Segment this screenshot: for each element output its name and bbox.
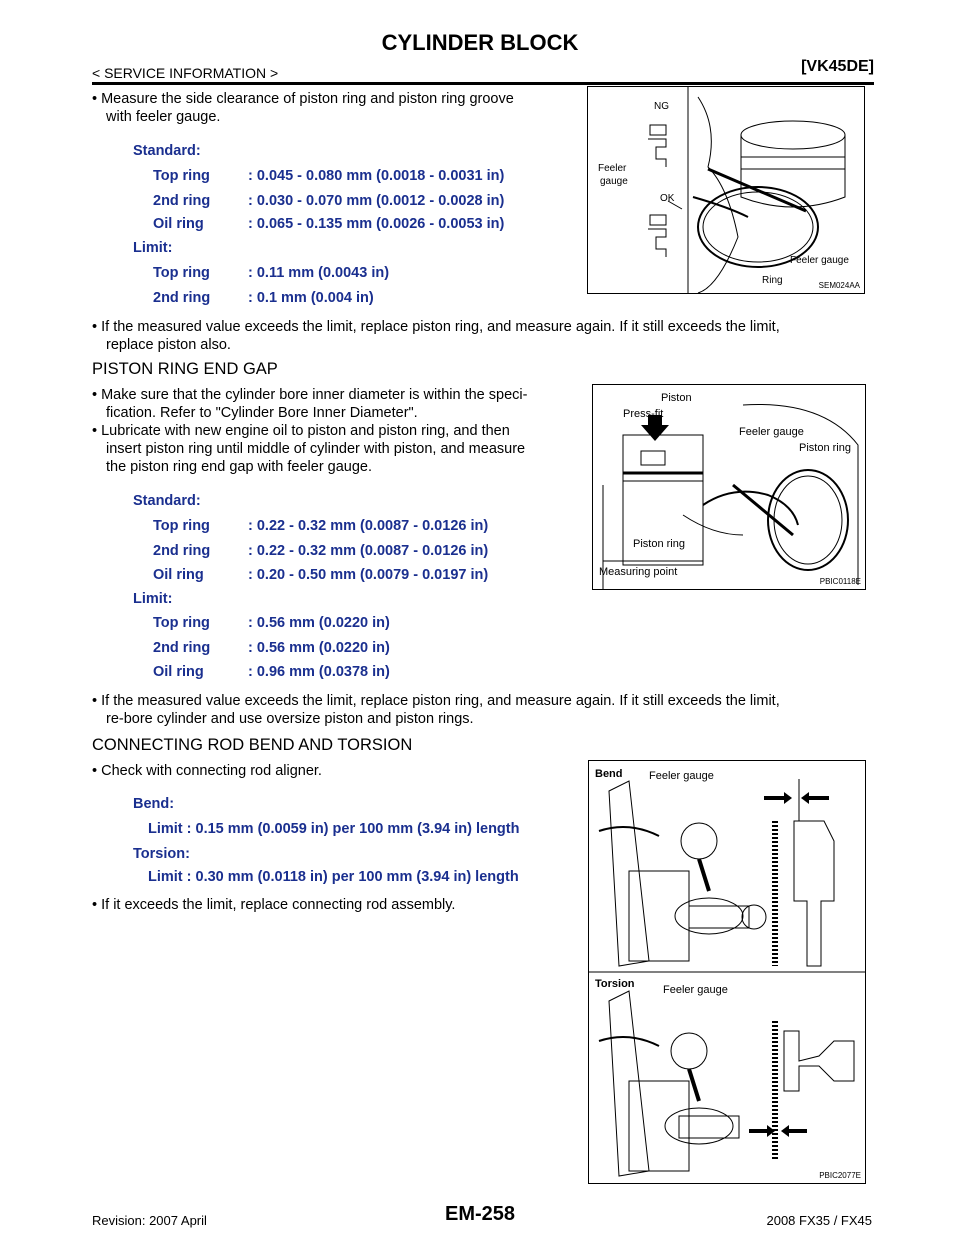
- s2-std-val-2: : 0.20 - 0.50 mm (0.0079 - 0.0197 in): [248, 567, 489, 583]
- s3-torsion-label: Torsion:: [133, 846, 190, 862]
- s2-bullet2-line3: the piston ring end gap with feeler gauge.: [106, 459, 373, 475]
- ring-end-gap-drawing: [593, 385, 865, 589]
- fig2-label-measuring-point: Measuring point: [599, 566, 678, 578]
- s1-lim-val-0: : 0.11 mm (0.0043 in): [248, 265, 390, 281]
- fig2-label-piston-ring: Piston ring: [799, 442, 851, 454]
- s1-lim-val-1: : 0.1 mm (0.004 in): [248, 290, 374, 306]
- s2-lim-ring-0: Top ring: [153, 615, 210, 631]
- fig1-label-ok: OK: [660, 193, 675, 204]
- figure-ring-end-gap: [592, 384, 866, 590]
- s1-bullet1-line2: with feeler gauge.: [106, 109, 221, 125]
- s1-lim-ring-0: Top ring: [153, 265, 210, 281]
- s1-limit-label: Limit:: [133, 240, 173, 256]
- s1-std-val-0: : 0.045 - 0.080 mm (0.0018 - 0.0031 in): [248, 168, 505, 184]
- s2-bullet2-line2: insert piston ring until middle of cylinder with piston, and measure: [106, 441, 526, 457]
- breadcrumb: < SERVICE INFORMATION >: [92, 65, 279, 81]
- s3-bullet1: • Check with connecting rod aligner.: [92, 763, 322, 779]
- rod-bend-torsion-drawing: [589, 761, 865, 1183]
- s1-bullet1-line1: • Measure the side clearance of piston ring and piston ring groove: [92, 91, 514, 107]
- fig3-code: PBIC2077E: [819, 1171, 861, 1180]
- fig1-label-ng: NG: [654, 101, 669, 112]
- fig3-label-torsion: Torsion: [595, 978, 635, 990]
- fig3-label-feeler-gauge2: Feeler gauge: [663, 984, 728, 996]
- s2-std-val-1: : 0.22 - 0.32 mm (0.0087 - 0.0126 in): [248, 543, 489, 559]
- s1-std-val-1: : 0.030 - 0.070 mm (0.0012 - 0.0028 in): [248, 193, 505, 209]
- s2-lim-val-1: : 0.56 mm (0.0220 in): [248, 640, 390, 656]
- side-clearance-drawing: [588, 87, 864, 293]
- s3-bend-label: Bend:: [133, 796, 175, 812]
- fig2-label-press-fit: Press-fit: [623, 408, 664, 420]
- fig1-code: SEM024AA: [818, 281, 860, 290]
- s2-bullet3-line2: re-bore cylinder and use oversize piston and piston rings.: [106, 711, 474, 727]
- s1-std-ring-1: 2nd ring: [153, 193, 211, 209]
- s3-torsion-limit: Limit : 0.30 mm (0.0118 in) per 100 mm (3.94 in) length: [148, 869, 519, 885]
- fig2-label-piston: Piston: [661, 392, 692, 404]
- page-title: CYLINDER BLOCK: [381, 30, 579, 55]
- s3-heading: CONNECTING ROD BEND AND TORSION: [92, 736, 413, 754]
- fig1-label-feeler-gauge: Feeler gauge: [790, 255, 849, 266]
- s1-std-ring-0: Top ring: [153, 168, 210, 184]
- s2-heading: PISTON RING END GAP: [92, 360, 278, 378]
- s2-bullet3-line1: • If the measured value exceeds the limit, replace piston ring, and measure again. If it still exceeds the limit,: [92, 693, 780, 709]
- figure-side-clearance: [587, 86, 865, 294]
- s3-bullet2: • If it exceeds the limit, replace connecting rod assembly.: [92, 897, 456, 913]
- header-rule: [92, 82, 874, 85]
- figure-rod-bend-torsion: [588, 760, 866, 1184]
- s2-bullet2-line1: • Lubricate with new engine oil to piston and piston ring, and then: [92, 423, 510, 439]
- s2-lim-val-0: : 0.56 mm (0.0220 in): [248, 615, 390, 631]
- fig1-label-ring: Ring: [762, 275, 783, 286]
- s1-bullet2-line1: • If the measured value exceeds the limit, replace piston ring, and measure again. If it still exceeds the limit,: [92, 319, 780, 335]
- s1-std-ring-2: Oil ring: [153, 216, 204, 232]
- s2-std-val-0: : 0.22 - 0.32 mm (0.0087 - 0.0126 in): [248, 518, 489, 534]
- engine-code: [VK45DE]: [801, 58, 874, 75]
- s1-standard-label: Standard:: [133, 143, 201, 159]
- s3-bend-limit: Limit : 0.15 mm (0.0059 in) per 100 mm (3.94 in) length: [148, 821, 520, 837]
- s2-standard-label: Standard:: [133, 493, 201, 509]
- s1-bullet2-line2: replace piston also.: [106, 337, 231, 353]
- s2-lim-ring-1: 2nd ring: [153, 640, 211, 656]
- fig2-label-piston-ring2: Piston ring: [633, 538, 685, 550]
- fig1-label-feeler: Feeler: [598, 163, 627, 174]
- s2-lim-ring-2: Oil ring: [153, 664, 204, 680]
- s2-limit-label: Limit:: [133, 591, 173, 607]
- fig1-label-gauge: gauge: [600, 176, 628, 187]
- s2-bullet1-line1: • Make sure that the cylinder bore inner diameter is within the speci-: [92, 387, 528, 403]
- footer-revision: Revision: 2007 April: [92, 1213, 207, 1228]
- s2-lim-val-2: : 0.96 mm (0.0378 in): [248, 664, 390, 680]
- fig2-code: PBIC0118E: [819, 577, 861, 586]
- s2-bullet1-line2: fication. Refer to "Cylinder Bore Inner Diameter".: [106, 405, 418, 421]
- s2-std-ring-1: 2nd ring: [153, 543, 211, 559]
- footer-page-number: EM-258: [444, 1203, 516, 1225]
- fig2-label-feeler-gauge: Feeler gauge: [739, 426, 804, 438]
- fig3-label-bend: Bend: [595, 768, 623, 780]
- footer-model: 2008 FX35 / FX45: [766, 1213, 872, 1228]
- s1-std-val-2: : 0.065 - 0.135 mm (0.0026 - 0.0053 in): [248, 216, 505, 232]
- s1-lim-ring-1: 2nd ring: [153, 290, 211, 306]
- s2-std-ring-0: Top ring: [153, 518, 210, 534]
- fig3-label-feeler-gauge1: Feeler gauge: [649, 770, 714, 782]
- s2-std-ring-2: Oil ring: [153, 567, 204, 583]
